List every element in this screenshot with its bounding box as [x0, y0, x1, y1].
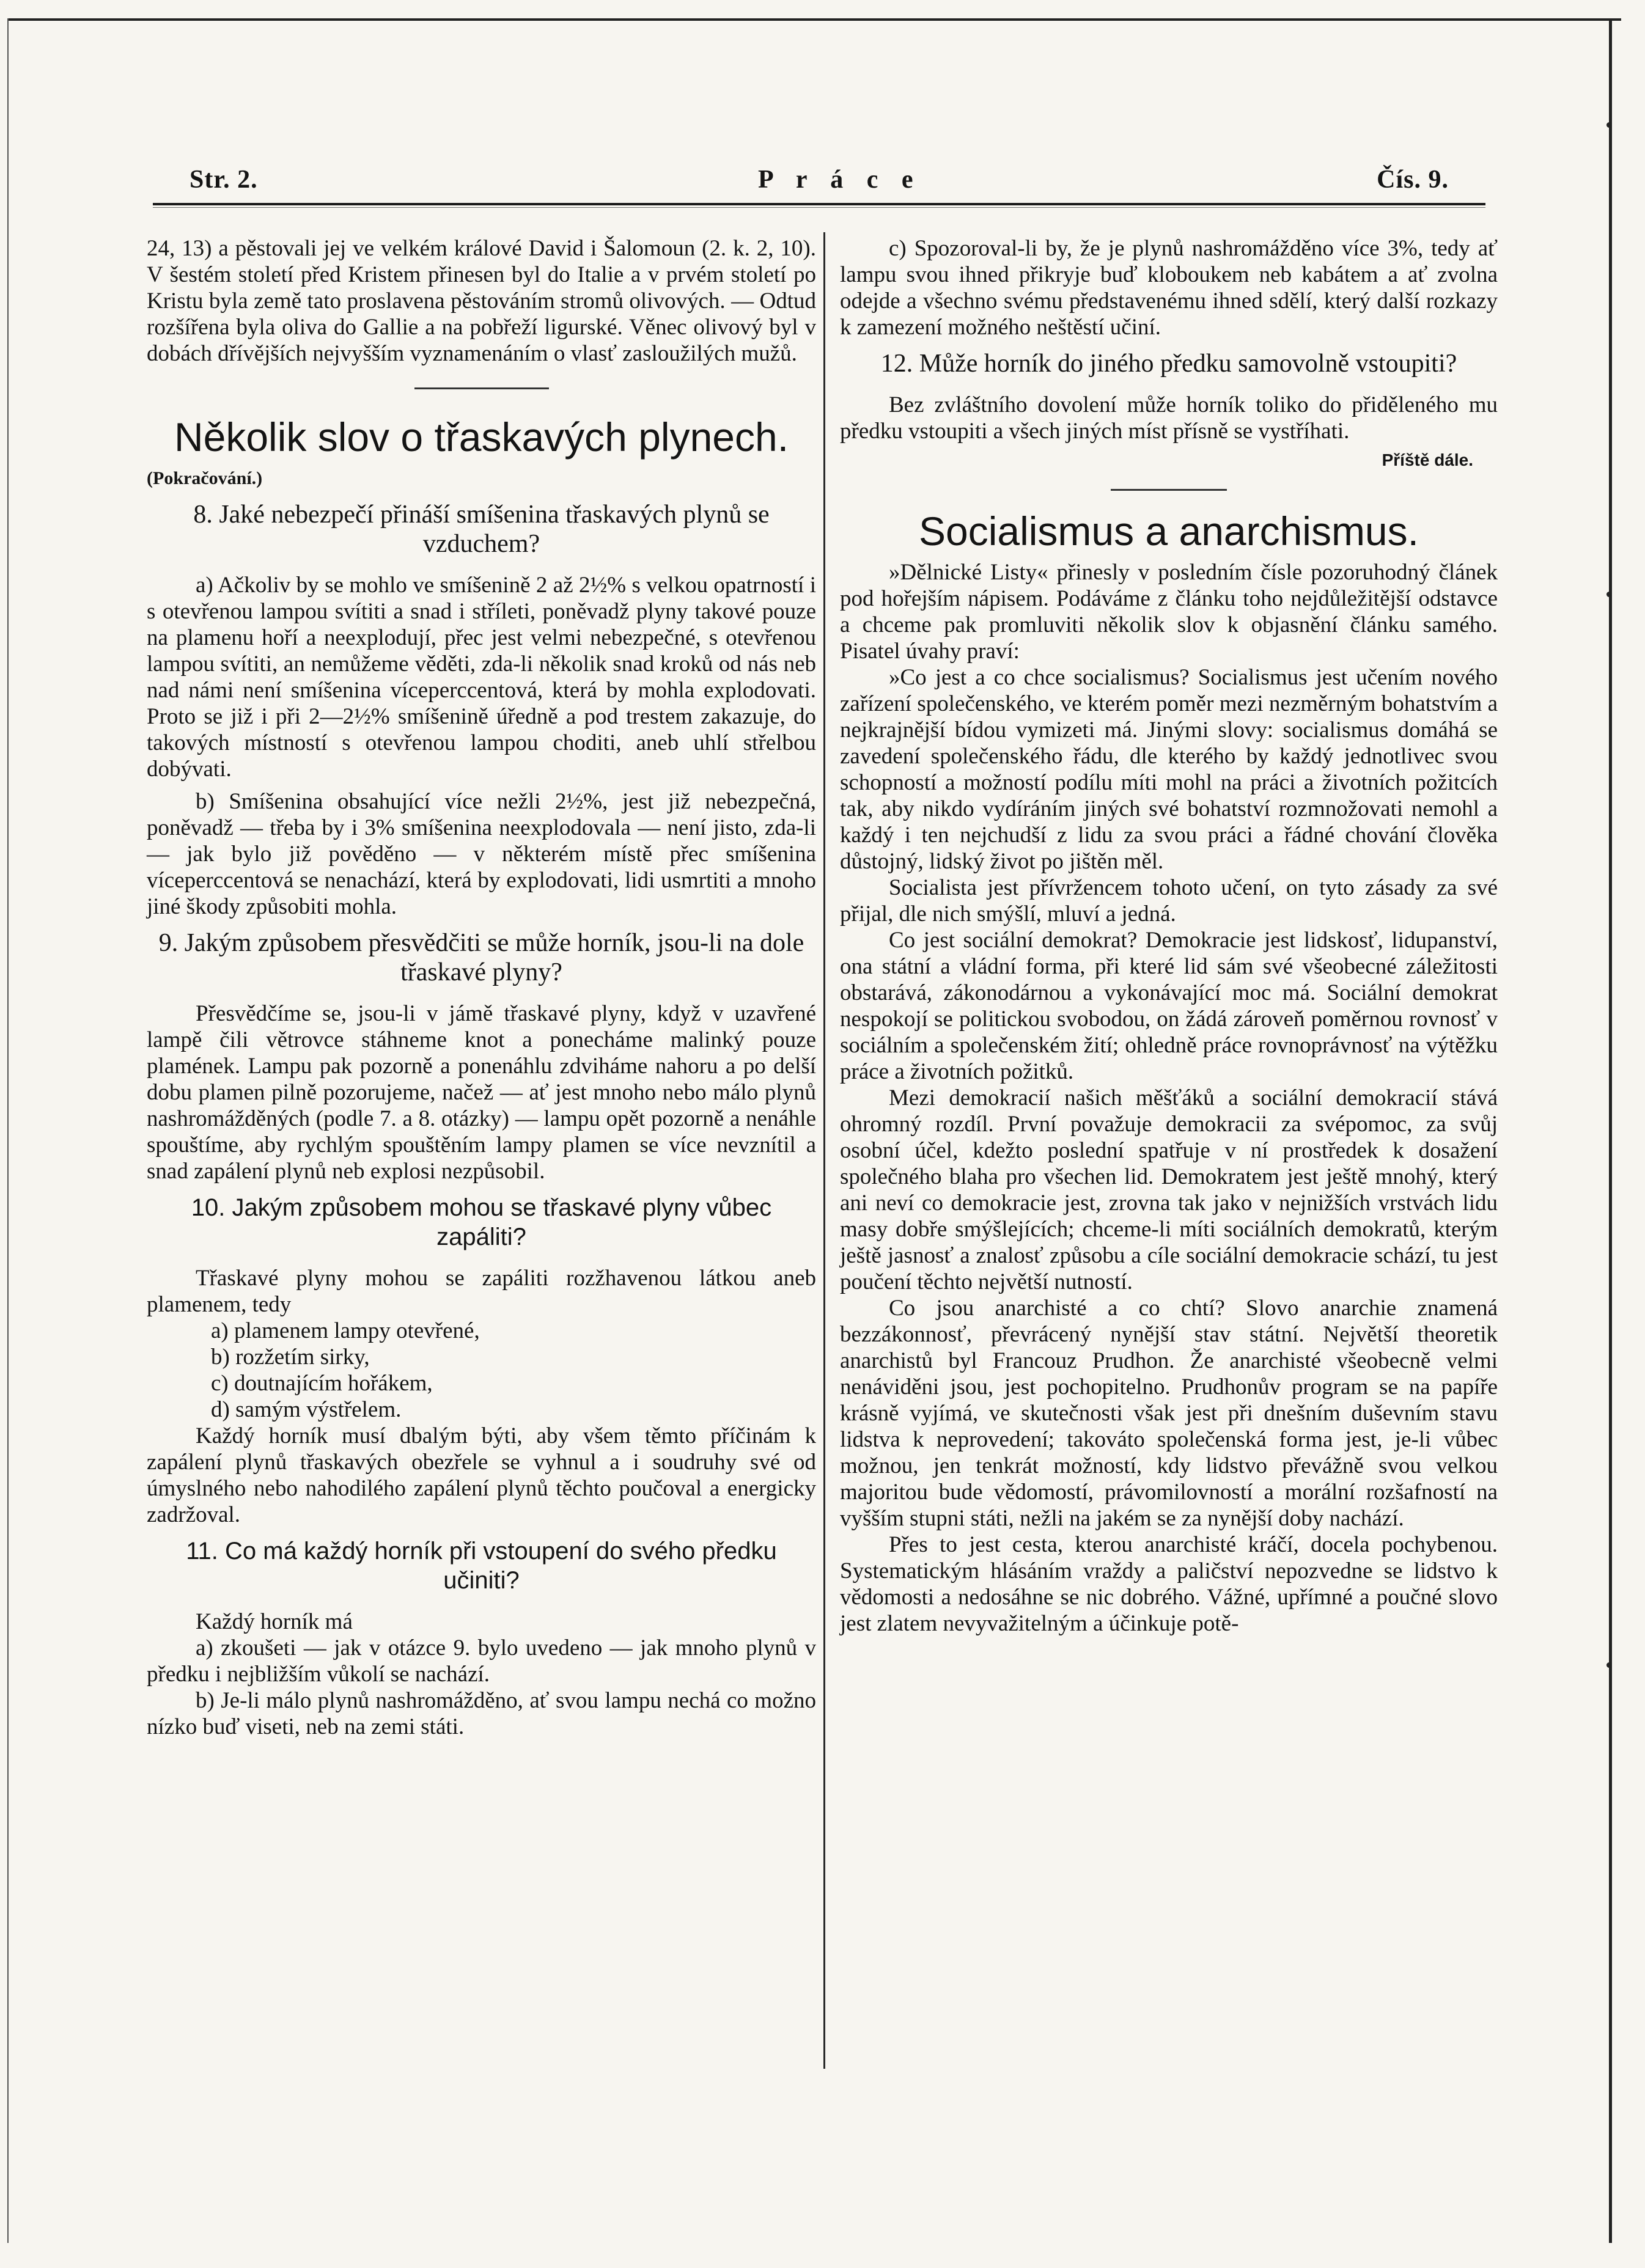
intro-paragraph: 24, 13) a pěstovali jej ve velkém králové David i Šalomoun (2. k. 2, 10). V šestém století před Kristem přinesen byl do Italie a v prvém století po Kristu byla země tato proslavena pěstováním stromů olivových. — Odtud rozšířena byla oliva do Gallie a na pobřeží ligurské. Věnec olivový byl v dobách dřívějších nejvyšším vyznamenáním o vlasť zasloužilých mužů.	[147, 236, 816, 366]
question-8-heading: 8. Jaké nebezpečí přináší smíšenina třaskavých plynů se vzduchem?	[193, 501, 770, 558]
socialism-paragraph-1: »Dělnické Listy« přinesly v posledním čísle pozoruhodný článek pod hořejším nápisem. Podáváme z článku toho nejdůležitější odstavce a chceme pak promluviti několik slov k objasnění článku samého. Pisatel úvahy praví:	[840, 560, 1498, 664]
question-11-heading: 11. Co má každý horník při vstoupení do svého předku učiniti?	[186, 1538, 777, 1594]
right-column	[826, 235, 1498, 1637]
scan-speck	[1606, 1662, 1612, 1668]
question-11-answer-b: b) Je-li málo plynů nashromážděno, ať svou lampu nechá co možno nízko buď viseti, neb na zemi státi.	[147, 1688, 816, 1739]
list-item: c) doutnajícím hořákem,	[211, 1371, 433, 1396]
question-11-answer-a: a) zkoušeti — jak v otázce 9. bylo uvedeno — jak mnoho plynů v předku i nejbližším vůkolí se nachází.	[147, 1635, 816, 1687]
continuation-note: (Pokračování.)	[147, 468, 263, 488]
list-item: d) samým výstřelem.	[211, 1397, 402, 1422]
page-number: Str. 2.	[190, 166, 258, 194]
socialism-paragraph-2: »Co jest a co chce socialismus? Socialismus jest učením nového zařízení společenského, ve kterém poměr mezi nezměrným bohatstvím a nejkrajnější bídou vymizeti má. Jinými slovy: socialismus domáhá se zavedení společenského řádu, dle kterého by každý jednotlivec svou schopností a možností podílu míti mohl na práci a životních požitcích tak, aby nikdo vydíráním jiných své bohatství rozmnožovati nemohl a každý i ten nejchudší z lidu za svou práci a řádné chování člověka důstojný, lidský život po jištěn měl.	[840, 665, 1498, 874]
question-12-answer: Bez zvláštního dovolení může horník toliko do přiděleného mu předku vstoupiti a všech jiných míst přísně se vystříhati.	[840, 392, 1498, 444]
section-divider	[1111, 489, 1227, 491]
question-10-closing: Každý horník musí dbalým býti, aby všem těmto příčinám k zapálení plynů třaskavých obezřele se vyhnul a i soudruhy své od úmyslného nebo nahodilého zapálení plynů těchto poučoval a energicky zadržoval.	[147, 1423, 816, 1527]
question-10-answer: Třaskavé plyny mohou se zapáliti rozžhavenou látkou aneb plamenem, tedy	[147, 1266, 816, 1317]
socialism-paragraph-6: Co jsou anarchisté a co chtí? Slovo anarchie znamená bezzákonnosť, převrácený nynější stav státní. Největší theoretik anarchistů byl Francouz Prudhon. Že anarchisté všeobecně velmi nenáviděni jsou, jest pochopitelno. Prudhonův program se na papíře krásně vyjímá, ve skutečnosti však jest při dnešním duševním stavu lidstva k neprovedení; takováto společenská forma jest, je-li vůbec možnou, jen tenkrát možností, kdy lidstvo převážně svou velkou majoritou bude vědomostí, právomilovností a morální rozšafností na vyšším stupni státi, nežli na jakém se za nynější doby nachází.	[840, 1296, 1498, 1531]
article-title-socialism: Socialismus a anarchismus.	[919, 508, 1419, 554]
question-8-answer-a: a) Ačkoliv by se mohlo ve smíšenině 2 až 2½% s velkou opatrností i s otevřenou lampou svítiti a snad i stříleti, poněvadž plyny takové pouze na plamenu hoří a neexplodují, přec jest velmi nebezpečné, s otevřenou lampou svítiti, an nemůžeme věděti, zda-li několik snad kroků od nás neb nad námi není smíšenina víceperccentová, která by mohla explodovati. Proto se již i při 2—2½% smíšenině úředně a pod trestem zakazuje, do takových místností s otevřenou lampou choditi, aneb uhlí střelbou dobývati.	[147, 573, 816, 782]
list-item: a) plamenem lampy otevřené,	[211, 1318, 480, 1343]
scan-speck	[1606, 592, 1612, 597]
page-header	[153, 165, 1449, 205]
ignition-list	[147, 1318, 816, 1423]
newspaper-title: P r á c e	[758, 166, 922, 194]
column-divider	[823, 232, 825, 2069]
header-rule-thin	[153, 207, 1485, 208]
header-rule	[153, 203, 1485, 205]
socialism-paragraph-7: Přes to jest cesta, kterou anarchisté kráčí, docela pochybenou. Systematickým hlásáním vraždy a paličství nepozvedne se lidstvo k vědomosti a nedosáhne se nic dobrého. Vážné, upřímné a poučné slovo jest zlatem nevyvažitelným a účinkuje potě-	[840, 1532, 1498, 1636]
question-10-heading: 10. Jakým způsobem mohou se třaskavé plyny vůbec zapáliti?	[191, 1194, 772, 1250]
question-11-answer-c: c) Spozoroval-li by, že je plynů nashromážděno více 3%, tedy ať lampu svou ihned přikryje buď kloboukem neb kabátem a ať zvolna odejde a všechno svému představenému ihned sdělí, který další rozkazy k zamezení možného neštěstí učiní.	[840, 236, 1498, 340]
socialism-paragraph-3: Socialista jest přívržencem tohoto učení, on tyto zásady za své přijal, dle nich smýšlí, mluví a jedná.	[840, 875, 1498, 927]
page-edge-left	[7, 18, 9, 2243]
scan-speck	[1606, 122, 1612, 128]
issue-number: Čís. 9.	[1377, 166, 1449, 194]
list-item: b) rozžetím sirky,	[211, 1345, 370, 1370]
article-title-gases: Několik slov o třaskavých plynech.	[174, 414, 789, 460]
question-9-heading: 9. Jakým způsobem přesvědčiti se může horník, jsou-li na dole třaskavé plyny?	[158, 929, 804, 986]
page-edge-top	[7, 18, 1621, 21]
question-9-answer: Přesvědčíme se, jsou-li v jámě třaskavé plyny, když v uzavřené lampě čili větrovce stáhneme knot a ponecháme malinký pouze plamének. Lampu pak pozorně a ponenáhlu zdviháme nahoru a po delší dobu plamen pilně pozorujeme, načež — ať jest mnoho nebo málo plynů nashromážděných (podle 7. a 8. otázky) — lampu opět pozorně a nenáhle spouštíme, aby rychlým spouštěním lampy plamen se více nevznítil a snad zapálení plynů neb explosi nezpůsobil.	[147, 1001, 816, 1184]
question-12-heading: 12. Může horník do jiného předku samovolně vstoupiti?	[880, 350, 1457, 378]
to-be-continued: Příště dále.	[1382, 450, 1473, 469]
socialism-paragraph-4: Co jest sociální demokrat? Demokracie jest lidskosť, lidupanství, ona státní a vládní forma, při které lid sám své všeobecné záležitosti obstarává, zákonodárnou a vykonávající moc má. Sociální demokrat nespokojí se politickou svobodou, on žádá zároveň poměrnou rovnosť v sociálním a společenském žití; ohledně práce rovnoprávnosť na výtěžku práce a životních požitků.	[840, 928, 1498, 1084]
question-8-answer-b: b) Smíšenina obsahující více nežli 2½%, jest již nebezpečná, poněvadž — třeba by i 3% smíšenina neexplodovala — není jisto, zda-li — jak bylo již pověděno — v některém místě přec smíšenina víceperccentová se nenachází, která by explodovati, lidi usmrtiti a mnoho jiné škody způsobiti mohla.	[147, 789, 816, 919]
left-column	[147, 235, 816, 1740]
page-edge-right	[1609, 18, 1612, 2243]
question-11-intro: Každý horník má	[196, 1609, 353, 1634]
socialism-paragraph-5: Mezi demokracií našich měšťáků a sociální demokracií stává ohromný rozdíl. První považuje demokracii za svépomoc, za svůj osobní účel, kdežto poslední spatřuje v ní prostředek k dosažení společného blaha pro všechen lid. Demokratem jest ještě mnohý, který ani neví co demokracie jest, zrovna tak jako v nejnižších vrstvách lidu masy dobře smýšlejících; chceme-li míti sociálních demokratů, kterým ještě jasnosť a znalosť způsobu a cíle sociální demokracie schází, tu jest poučení těchto největší nutností.	[840, 1085, 1498, 1294]
section-divider	[414, 387, 549, 389]
